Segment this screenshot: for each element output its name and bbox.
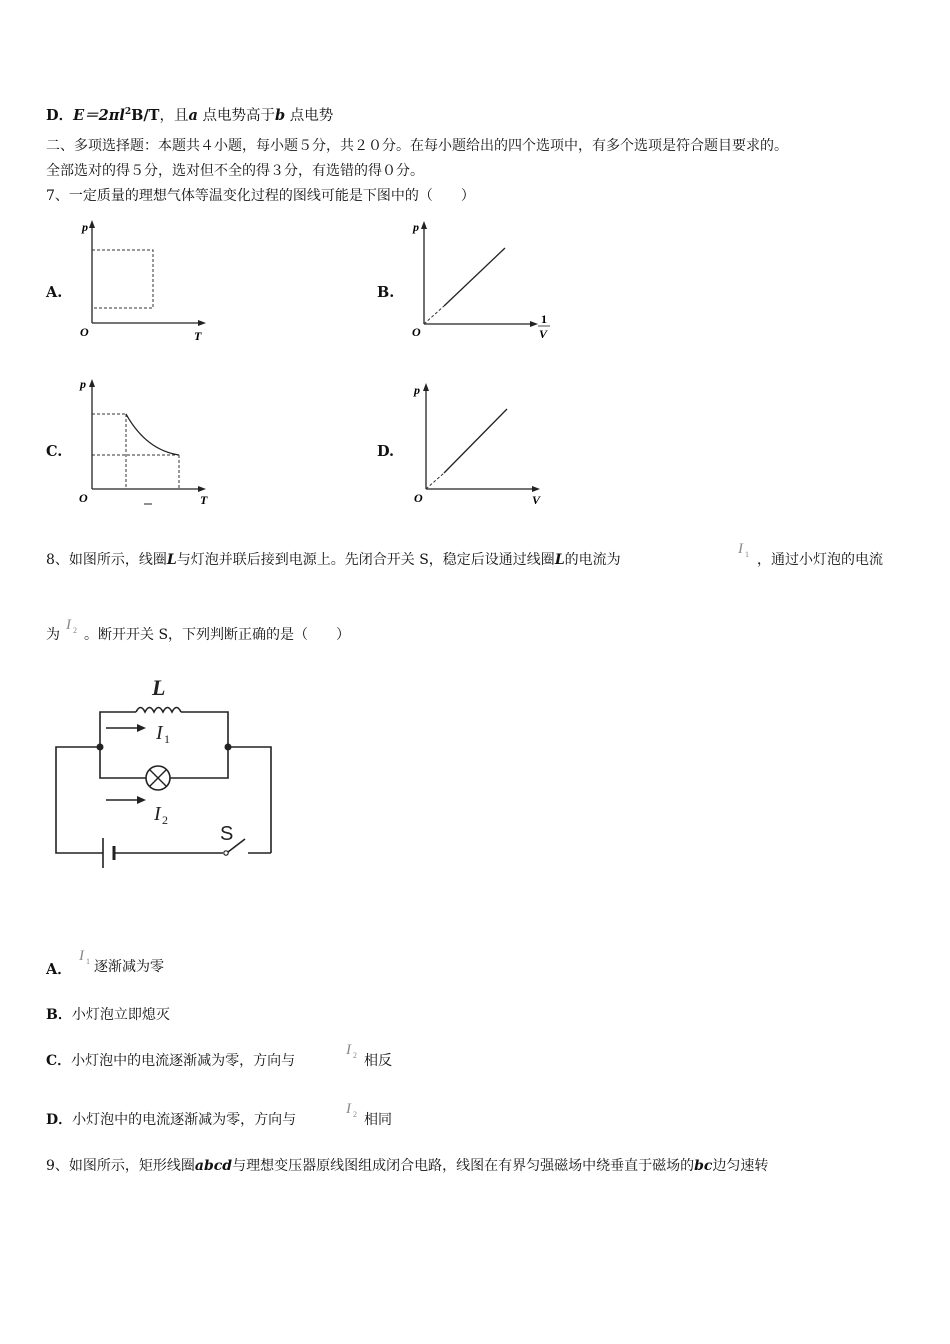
- text-3: 点电势: [285, 107, 334, 124]
- q7-option-c-label: C.: [46, 443, 63, 460]
- option-d-label: D．: [46, 1112, 73, 1128]
- q8-line2-part2: 。断开开关 S，下列判断正确的是（ ）: [84, 627, 351, 643]
- q9-var-bc: bc: [694, 1158, 713, 1174]
- section2-line1: 二、多项选择题：本题共４小题，每小题５分，共２０分。在每小题给出的四个选项中，有多个选项是符合题目要求的。: [46, 138, 788, 154]
- opt-c-i: I: [346, 1042, 351, 1058]
- option-b-label: B．: [46, 1007, 72, 1023]
- q9-var-abcd: abcd: [194, 1158, 233, 1174]
- opt-d-i: I: [346, 1101, 351, 1117]
- q9-stem-part3: 边匀速转: [712, 1158, 769, 1174]
- q7-graph-c: [74, 376, 224, 511]
- q7-option-b-label: B.: [377, 284, 395, 301]
- graph-c-x-label: T: [200, 493, 208, 507]
- coil: [136, 708, 181, 713]
- q7-option-d-label: D.: [377, 443, 395, 460]
- q8-stem-line1: [46, 550, 621, 570]
- i1-sub: 1: [745, 550, 749, 559]
- i2-sub: 2: [73, 626, 77, 635]
- graph-d-x-label: V: [532, 493, 541, 507]
- q8-stem-part3: 的电流为: [564, 552, 621, 568]
- opt-c-sub: 2: [353, 1051, 357, 1060]
- option-d-text1: 小灯泡中的电流逐渐减为零，方向与: [72, 1112, 297, 1128]
- q8-i1-symbol: [736, 538, 756, 564]
- q9-stem-part2: 与理想变压器原线图组成闭合电路，线图在有界匀强磁场中绕垂直于磁场的: [232, 1158, 695, 1174]
- q8-option-a-i1: [77, 945, 95, 971]
- section2-line2: 全部选对的得５分，选对但不全的得３分，有选错的得０分。: [46, 163, 424, 179]
- graph-b-x-den: V: [539, 327, 548, 341]
- q8-line2-part1: 为: [46, 627, 60, 643]
- graph-c-origin: O: [79, 491, 88, 505]
- q7-graph-a: [74, 218, 214, 343]
- circuit-i2-sub: 2: [162, 813, 168, 827]
- option-c-label: C．: [46, 1053, 72, 1069]
- circuit-i1: I: [156, 722, 163, 744]
- q8-stem-part1: 8、如图所示，线圈: [46, 552, 167, 568]
- q8-var-l2: L: [554, 552, 565, 568]
- q8-option-a-label: A．: [46, 961, 72, 978]
- coil-label: L: [152, 675, 166, 700]
- q8-stem-part4: ，通过小灯泡的电流: [757, 552, 883, 568]
- graph-a-x-label: T: [194, 329, 202, 343]
- q8-circuit: [48, 670, 288, 875]
- formula-bt: B/T: [131, 106, 160, 124]
- q9-stem-part1: 9、如图所示，矩形线圈: [46, 1158, 195, 1174]
- opt-a-sub: 1: [86, 957, 90, 966]
- var-a: a: [188, 106, 198, 124]
- q8-option-b: [46, 1005, 170, 1025]
- i1-letter: I: [738, 541, 743, 557]
- formula-e: E＝2π: [73, 106, 120, 124]
- graph-a-origin: O: [80, 325, 89, 339]
- graph-b-origin: O: [412, 325, 421, 339]
- graph-d-y-label: p: [414, 383, 420, 397]
- q7-option-a-label: A.: [46, 284, 63, 301]
- q8-option-c: [46, 1051, 295, 1071]
- q8-option-a-text: 逐渐减为零: [94, 959, 164, 975]
- q8-option-c-text2: 相反: [364, 1053, 392, 1069]
- circuit-i1-sub: 1: [164, 732, 170, 746]
- opt-a-i: I: [79, 948, 84, 964]
- i2-letter: I: [66, 617, 71, 633]
- formula-sup: 2: [124, 107, 132, 117]
- switch-label: S: [220, 823, 234, 845]
- circuit-i2: I: [154, 803, 161, 825]
- text-1: ，且: [159, 107, 189, 124]
- q7-graph-d: [404, 376, 564, 506]
- q8-option-d-i2: [344, 1098, 362, 1124]
- q8-option-d: [46, 1110, 296, 1130]
- graph-b-x-num: 1: [541, 312, 547, 326]
- graph-d-origin: O: [414, 491, 423, 505]
- q8-stem-part2: 与灯泡并联后接到电源上。先闭合开关 S，稳定后设通过线圈: [176, 552, 555, 568]
- option-label: D．: [46, 106, 74, 124]
- text-2: 点电势高于: [197, 107, 275, 124]
- formula-l: l: [119, 106, 125, 124]
- q7-stem: 7、一定质量的理想气体等温变化过程的图线可能是下图中的（ ）: [46, 188, 475, 204]
- graph-b-y-label: p: [413, 220, 419, 234]
- graph-a-y-label: p: [82, 220, 88, 234]
- q8-var-l: L: [166, 552, 177, 568]
- q7-graph-b: [404, 218, 564, 348]
- var-b: b: [274, 106, 286, 124]
- option-c-text1: 小灯泡中的电流逐渐减为零，方向与: [71, 1053, 296, 1069]
- q8-option-c-i2: [344, 1039, 362, 1065]
- q8-option-d-text2: 相同: [364, 1112, 392, 1128]
- graph-c-y-label: p: [80, 377, 86, 391]
- q9-stem: [46, 1156, 768, 1176]
- q8-i2-symbol: [64, 614, 84, 640]
- opt-d-sub: 2: [353, 1110, 357, 1119]
- option-b-text: 小灯泡立即熄灭: [71, 1007, 170, 1023]
- q6-option-d: [46, 102, 333, 126]
